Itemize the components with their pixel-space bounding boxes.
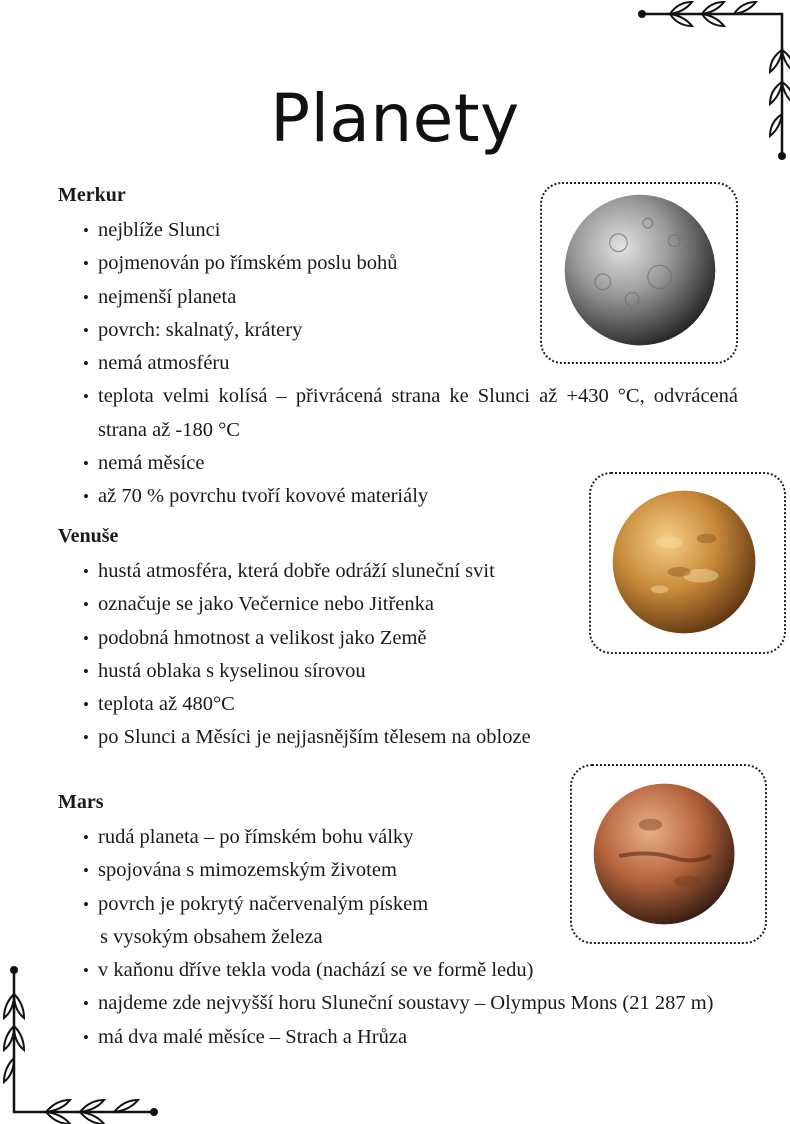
- list-item: • nemá měsíce: [98, 447, 738, 480]
- list-item: • nemá atmosféru: [98, 347, 738, 380]
- list-item: • nejmenší planeta: [98, 281, 738, 314]
- list-item: • povrch je pokrytý načervenalým pískem: [98, 888, 738, 921]
- list-item: • povrch: skalnatý, krátery: [98, 314, 738, 347]
- section-heading: Merkur: [58, 184, 126, 206]
- list-item: • teplota velmi kolísá – přivrácená strana ke Slunci až +430 °C, odvrácená strana až -180 °C: [98, 380, 738, 447]
- list-item: • najdeme zde nejvyšší horu Sluneční soustavy – Olympus Mons (21 287 m): [98, 987, 738, 1020]
- section-heading: Venuše: [58, 525, 119, 547]
- list-item: • označuje se jako Večernice nebo Jitřenka: [98, 588, 738, 621]
- section-mars: [58, 787, 738, 1054]
- list-item: • v kaňonu dříve tekla voda (nachází se ve formě ledu): [98, 954, 738, 987]
- list-item: s vysokým obsahem železa: [100, 925, 323, 948]
- section-heading: Mars: [58, 791, 104, 813]
- list-item: • spojována s mimozemským životem: [98, 854, 738, 887]
- list-item: • podobná hmotnost a velikost jako Země: [98, 622, 738, 655]
- list-item: • hustá atmosféra, která dobře odráží sluneční svit: [98, 555, 738, 588]
- fact-list: [58, 821, 738, 1054]
- list-item: • po Slunci a Měsíci je nejjasnějším tělesem na obloze: [98, 721, 738, 754]
- section-venuse: [58, 521, 738, 755]
- list-item: • nejblíže Slunci: [98, 214, 738, 247]
- fact-list: [58, 555, 738, 755]
- list-item: • rudá planeta – po římském bohu války: [98, 821, 738, 854]
- list-item: • hustá oblaka s kyselinou sírovou: [98, 655, 738, 688]
- section-merkur: [58, 180, 738, 514]
- page-title: Planety: [270, 80, 520, 157]
- list-item: • má dva malé měsíce – Strach a Hrůza: [98, 1021, 738, 1054]
- fact-list: [58, 214, 738, 514]
- list-item: • teplota až 480°C: [98, 688, 738, 721]
- list-item: • pojmenován po římském poslu bohů: [98, 247, 738, 280]
- list-item: • až 70 % povrchu tvoří kovové materiály: [98, 480, 738, 513]
